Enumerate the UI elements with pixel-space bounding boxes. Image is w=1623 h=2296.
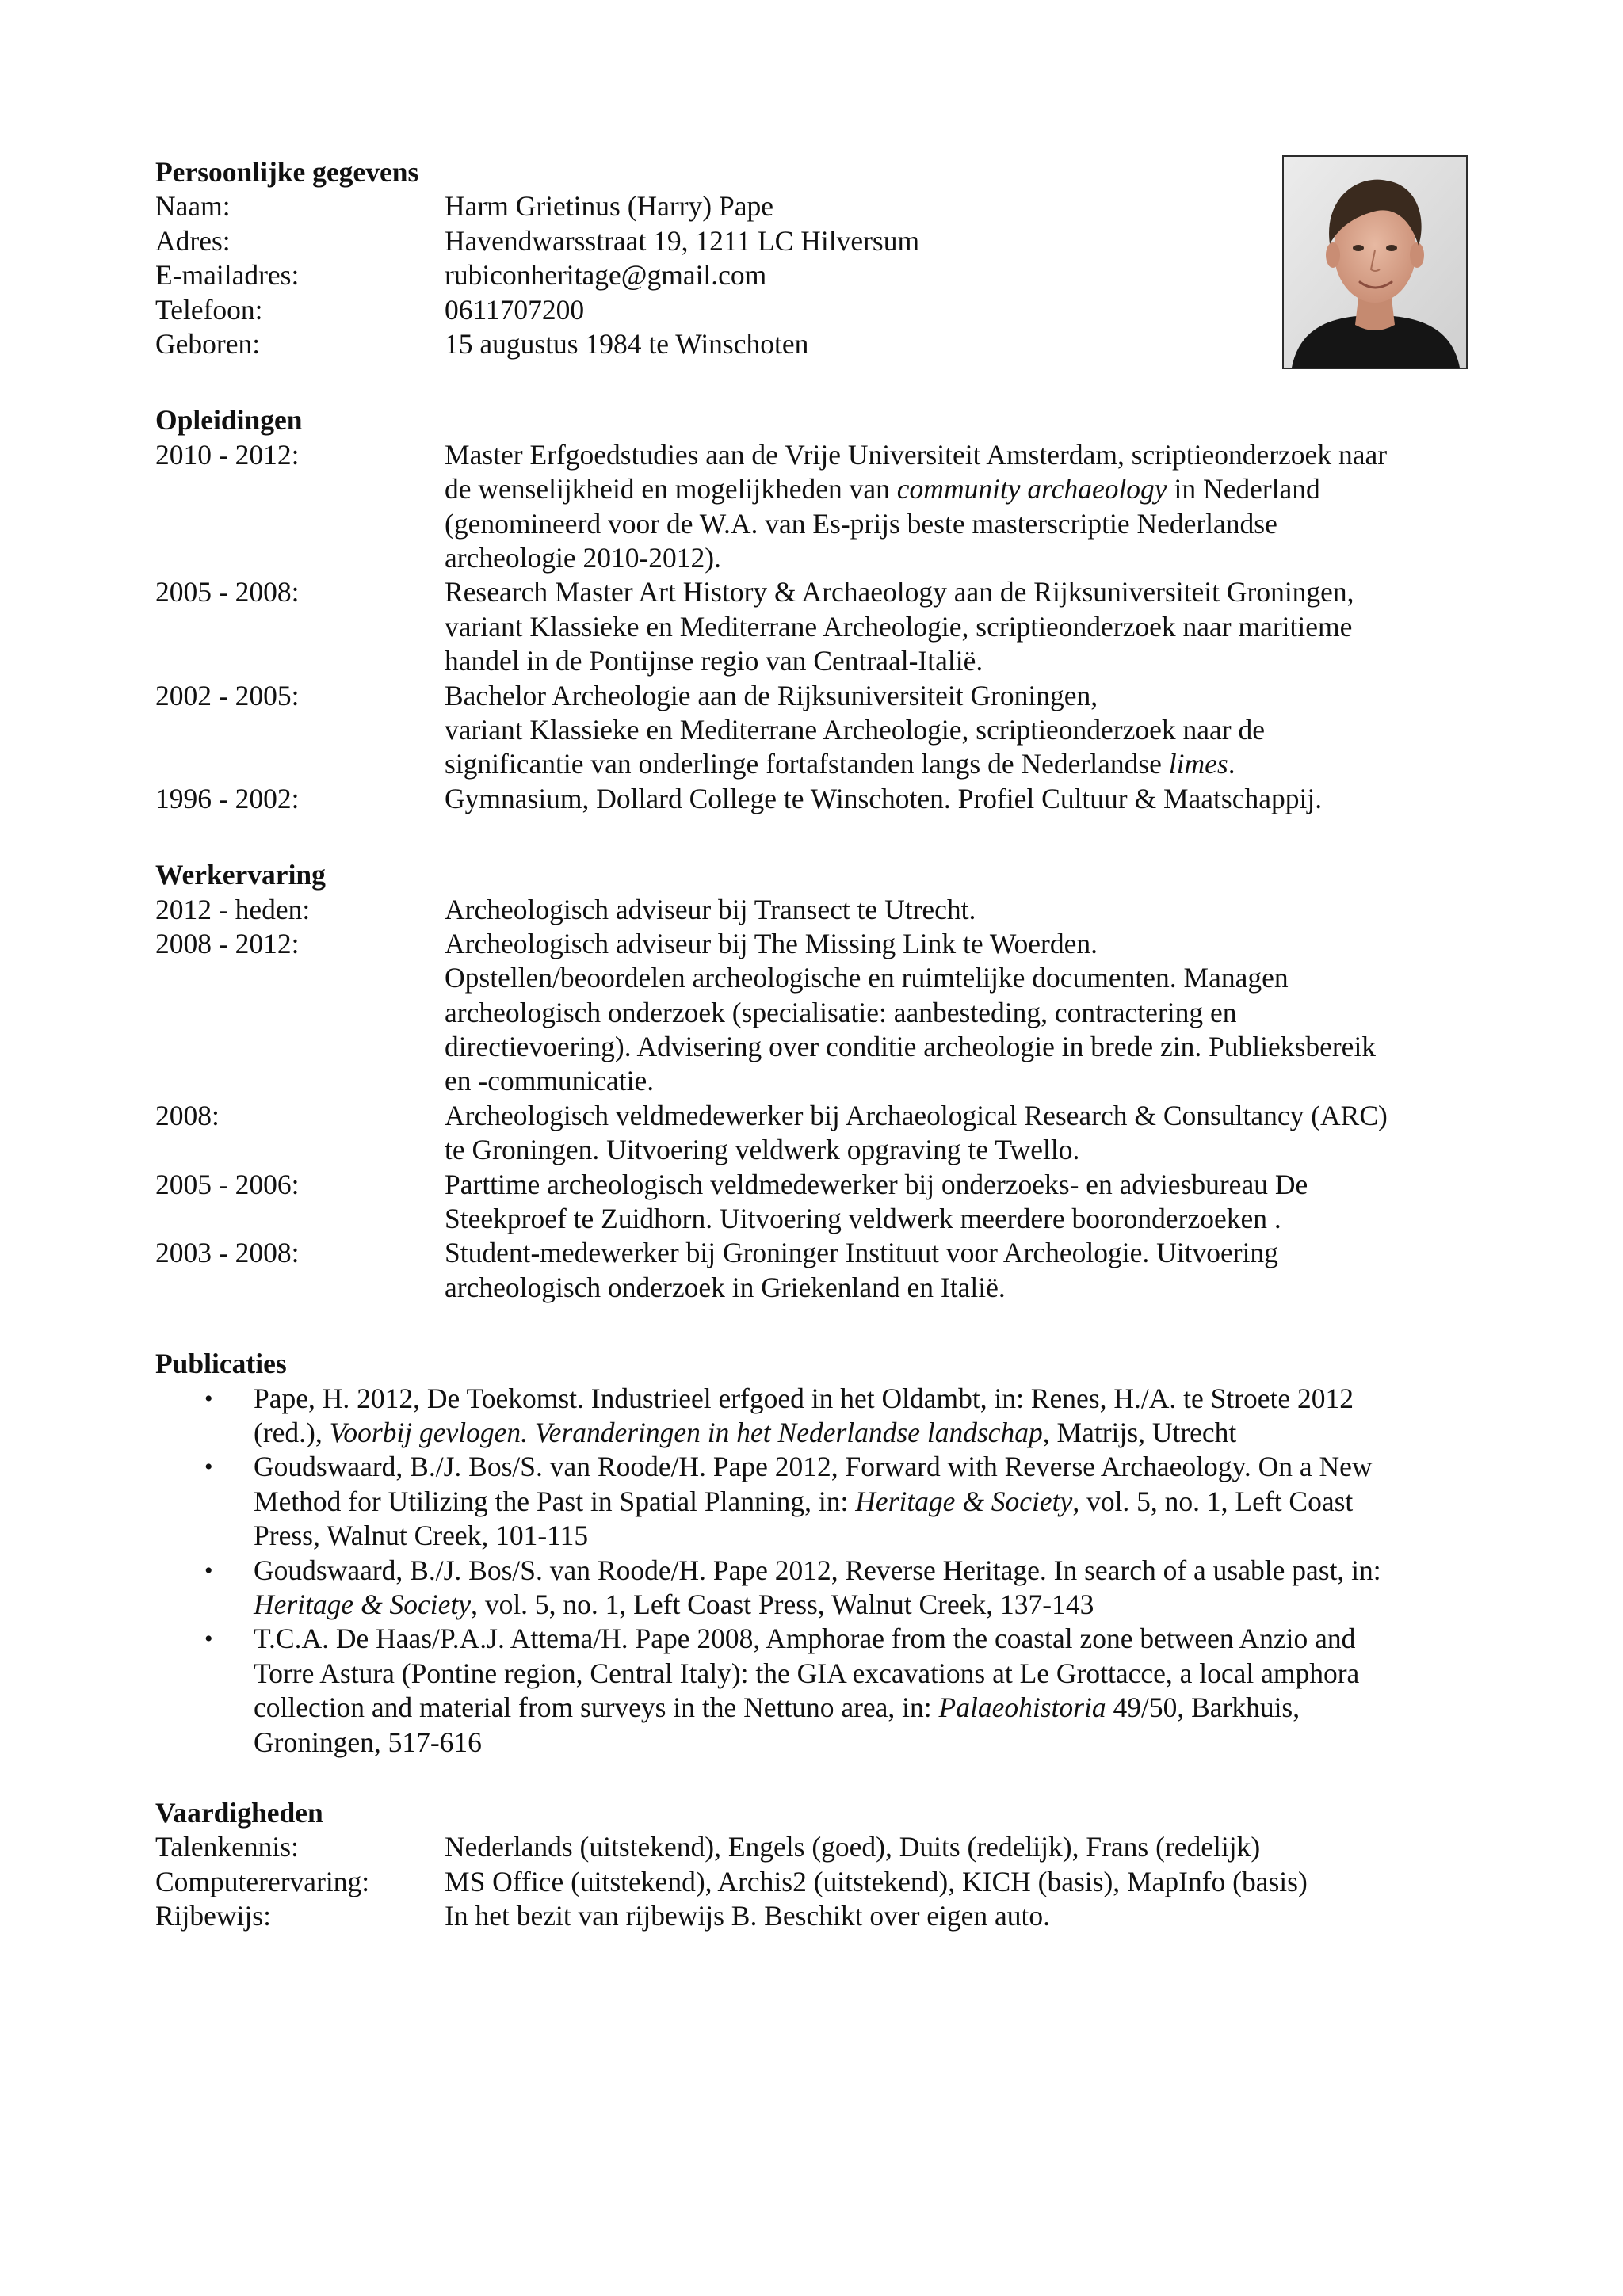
personal-value: rubiconheritage@gmail.com (445, 259, 767, 292)
work-description-line: Archeologisch veldmedewerker bij Archaeological Research & Consultancy (ARC) (445, 1099, 1388, 1131)
education-description-line: Bachelor Archeologie aan de Rijksuniversiteit Groningen, (445, 679, 1098, 711)
bullet-icon: • (204, 1385, 213, 1412)
publication-line: Torre Astura (Pontine region, Central Italy): the GIA excavations at Le Grottacce, a local amphora (254, 1657, 1360, 1689)
section-heading-publications: Publicaties (155, 1348, 287, 1380)
work-description-line: Archeologisch adviseur bij Transect te Utrecht. (445, 893, 976, 925)
education-description (445, 782, 1467, 816)
education-description-line: variant Klassieke en Mediterrane Archeologie, scriptieonderzoek naar de (445, 713, 1265, 746)
skills-row-license (155, 1899, 1463, 1933)
work-description (445, 1099, 1467, 1168)
work-description (445, 927, 1467, 1099)
bullet-icon: • (204, 1557, 213, 1584)
education-entry (155, 575, 1463, 678)
personal-row-born (155, 327, 1463, 361)
skills-row-languages (155, 1830, 1463, 1864)
personal-value: Harm Grietinus (Harry) Pape (445, 190, 774, 223)
publication-line: collection and material from surveys in the Nettuno area, in: Palaeohistoria 49/50, Barkhuis, (254, 1691, 1300, 1724)
profile-photo-illustration (1284, 157, 1466, 368)
education-description-line: Gymnasium, Dollard College te Winschoten. Profiel Cultuur & Maatschappij. (445, 782, 1323, 814)
section-skills (155, 1796, 1463, 1934)
work-period: 2008 - 2012: (155, 927, 300, 959)
education-period: 2005 - 2008: (155, 576, 300, 608)
italic-title: Palaeohistoria (938, 1691, 1106, 1724)
personal-label: Telefoon: (155, 293, 263, 326)
publication-line: Method for Utilizing the Past in Spatial Planning, in: Heritage & Society, vol. 5, no. 1, Left Coast (254, 1485, 1354, 1517)
work-description-line: archeologisch onderzoek (specialisatie: aanbesteding, contractering en (445, 996, 1237, 1028)
skills-row-computer (155, 1865, 1463, 1899)
skills-label: Rijbewijs: (155, 1900, 271, 1932)
work-entry (155, 893, 1463, 927)
work-description-line: en -communicatie. (445, 1065, 655, 1097)
publication-item (155, 1622, 1463, 1760)
section-spacer (155, 1305, 1463, 1347)
publication-list (155, 1382, 1463, 1760)
work-entry (155, 1168, 1463, 1237)
publication-line: Goudswaard, B./J. Bos/S. van Roode/H. Pape 2012, Reverse Heritage. In search of a usable past, in: (254, 1554, 1381, 1586)
publication-item (155, 1554, 1463, 1623)
italic-title: Heritage & Society (855, 1485, 1073, 1517)
work-description (445, 1236, 1467, 1305)
publication-item (155, 1450, 1463, 1553)
skills-value: MS Office (uitstekend), Archis2 (uitstekend), KICH (basis), MapInfo (basis) (445, 1865, 1308, 1897)
work-description-line: Opstellen/beoordelen archeologische en ruimtelijke documenten. Managen (445, 962, 1289, 994)
italic-title: community archaeology (896, 473, 1167, 505)
work-period: 2012 - heden: (155, 893, 311, 925)
skills-label: Talenkennis: (155, 1831, 299, 1863)
education-description (445, 679, 1467, 782)
publication-line: Pape, H. 2012, De Toekomst. Industrieel erfgoed in het Oldambt, in: Renes, H./A. te Stroete 2012 (254, 1382, 1354, 1414)
italic-title: Heritage & Society (254, 1588, 472, 1620)
education-entry (155, 438, 1463, 576)
work-description-line: Archeologisch adviseur bij The Missing Link te Woerden. (445, 927, 1098, 959)
personal-value: Havendwarsstraat 19, 1211 LC Hilversum (445, 224, 920, 257)
publication-item (155, 1382, 1463, 1451)
italic-title: limes (1168, 748, 1228, 780)
education-description-line: de wenselijkheid en mogelijkheden van community archaeology in Nederland (445, 473, 1320, 505)
cv-document (155, 155, 1463, 1934)
education-description-line: significantie van onderlinge fortafstanden langs de Nederlandse limes. (445, 748, 1235, 780)
personal-value: 15 augustus 1984 te Winschoten (445, 328, 809, 360)
education-period: 2002 - 2005: (155, 679, 300, 711)
work-entry (155, 927, 1463, 1099)
education-period: 1996 - 2002: (155, 782, 300, 814)
section-spacer (155, 1760, 1463, 1796)
work-description-line: archeologisch onderzoek in Griekenland en Italië. (445, 1271, 1006, 1303)
skills-value: Nederlands (uitstekend), Engels (goed), Duits (redelijk), Frans (redelijk) (445, 1831, 1261, 1863)
personal-label: Naam: (155, 190, 231, 223)
bullet-icon: • (204, 1626, 213, 1653)
profile-photo (1282, 155, 1468, 369)
publication-line: Press, Walnut Creek, 101-115 (254, 1520, 589, 1552)
publication-line: T.C.A. De Haas/P.A.J. Attema/H. Pape 2008, Amphorae from the coastal zone between Anzio and (254, 1623, 1356, 1655)
work-description-line: directievoering). Advisering over conditie archeologie in brede zin. Publieksbereik (445, 1031, 1377, 1063)
work-description-line: Parttime archeologisch veldmedewerker bij onderzoeks- en adviesbureau De (445, 1168, 1308, 1200)
bullet-icon: • (204, 1454, 213, 1481)
section-heading-personal: Persoonlijke gegevens (155, 156, 419, 188)
personal-row-email (155, 258, 1463, 292)
education-entry (155, 782, 1463, 816)
publication-line: Groningen, 517-616 (254, 1726, 482, 1758)
personal-row-name (155, 189, 1463, 223)
work-period: 2008: (155, 1099, 220, 1131)
personal-row-address (155, 224, 1463, 258)
education-period: 2010 - 2012: (155, 438, 300, 471)
education-description-line: Master Erfgoedstudies aan de Vrije Universiteit Amsterdam, scriptieonderzoek naar (445, 438, 1388, 471)
work-description-line: te Groningen. Uitvoering veldwerk opgraving te Twello. (445, 1134, 1080, 1166)
education-description-line: archeologie 2010-2012). (445, 541, 721, 574)
section-personal (155, 155, 1463, 361)
section-heading-education: Opleidingen (155, 404, 303, 437)
work-description-line: Student-medewerker bij Groninger Instituut voor Archeologie. Uitvoering (445, 1237, 1278, 1269)
personal-value: 0611707200 (445, 293, 585, 326)
work-entry (155, 1236, 1463, 1305)
work-entry (155, 1099, 1463, 1168)
work-period: 2003 - 2008: (155, 1237, 300, 1269)
work-description (445, 893, 1467, 927)
section-education (155, 403, 1463, 816)
skills-label: Computerervaring: (155, 1865, 370, 1897)
education-description (445, 438, 1467, 576)
publication-line: Goudswaard, B./J. Bos/S. van Roode/H. Pape 2012, Forward with Reverse Archaeology. On a New (254, 1451, 1373, 1483)
work-list (155, 893, 1463, 1306)
education-description-line: variant Klassieke en Mediterrane Archeologie, scriptieonderzoek naar maritieme (445, 610, 1353, 643)
skills-value: In het bezit van rijbewijs B. Beschikt over eigen auto. (445, 1900, 1051, 1932)
education-description-line: handel in de Pontijnse regio van Centraal-Italië. (445, 645, 983, 677)
work-description-line: Steekproef te Zuidhorn. Uitvoering veldwerk meerdere booronderzoeken . (445, 1203, 1281, 1235)
publication-line: Heritage & Society, vol. 5, no. 1, Left Coast Press, Walnut Creek, 137-143 (254, 1588, 1094, 1620)
section-publications (155, 1347, 1463, 1760)
personal-label: Adres: (155, 224, 231, 257)
section-spacer (155, 816, 1463, 858)
education-description (445, 575, 1467, 678)
education-description-line: Research Master Art History & Archaeology aan de Rijksuniversiteit Groningen, (445, 576, 1354, 608)
personal-label: Geboren: (155, 328, 261, 360)
section-spacer (155, 361, 1463, 403)
personal-row-phone (155, 293, 1463, 327)
publication-line: (red.), Voorbij gevlogen. Veranderingen in het Nederlandse landschap, Matrijs, Utrecht (254, 1417, 1237, 1448)
work-description (445, 1168, 1467, 1237)
work-period: 2005 - 2006: (155, 1168, 300, 1200)
section-heading-skills: Vaardigheden (155, 1796, 323, 1829)
italic-title: Voorbij gevlogen. Veranderingen in het Nederlandse landschap (329, 1417, 1043, 1448)
education-list (155, 438, 1463, 816)
personal-label: E-mailadres: (155, 259, 300, 292)
education-entry (155, 679, 1463, 782)
section-work (155, 858, 1463, 1305)
section-heading-work: Werkervaring (155, 859, 326, 891)
education-description-line: (genomineerd voor de W.A. van Es-prijs beste masterscriptie Nederlandse (445, 507, 1277, 540)
